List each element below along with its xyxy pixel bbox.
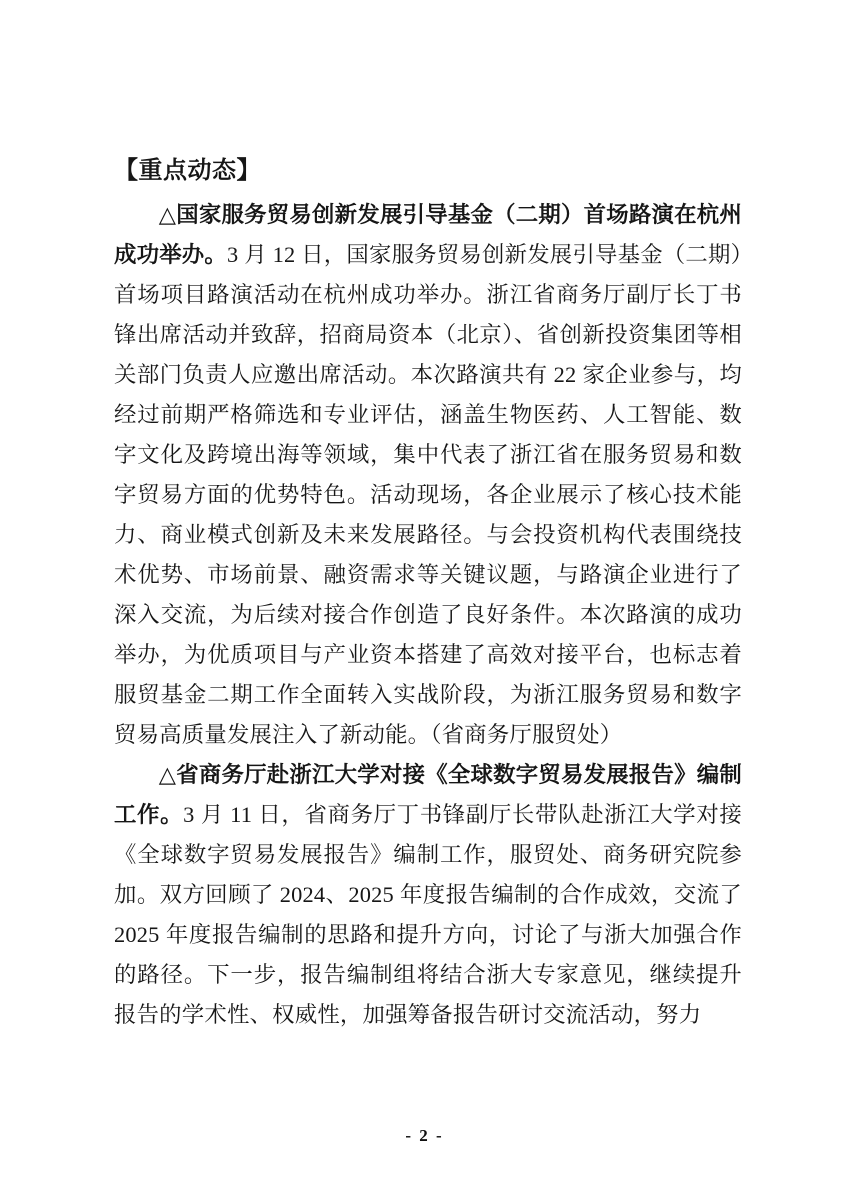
paragraph <box>114 195 742 755</box>
section-heading: 【重点动态】 <box>114 157 261 184</box>
text-block <box>114 151 742 1035</box>
page-number: - 2 - <box>405 1126 444 1145</box>
paragraph <box>114 755 742 1035</box>
paragraph-lead: △国家服务贸易创新发展引导基金（二期）首场路演在杭州成功举办。 <box>114 202 742 267</box>
paragraph-lead: △省商务厅赴浙江大学对接《全球数字贸易发展报告》编制工作。 <box>114 762 742 827</box>
paragraph-body: 3 月 12 日，国家服务贸易创新发展引导基金（二期）首场项目路演活动在杭州成功举办。浙江省商务厅副厅长丁书锋出席活动并致辞，招商局资本（北京）、省创新投资集团等相关部门负责人应邀出席活动。本次路演共有 22 家企业参与，均经过前期严格筛选和专业评估，涵盖生物医药、人工智能、数字文化及跨境出海等领域，集中代表了浙江省在服务贸易和数字贸易方面的优势特色。活动现场，各企业展示了核心技术能力、商业模式创新及未来发展路径。与会投资机构代表围绕技术优势、市场前景、融资需求等关键议题，与路演企业进行了深入交流，为后续对接合作创造了良好条件。本次路演的成功举办，为优质项目与产业资本搭建了高效对接平台，也标志着服贸基金二期工作全面转入实战阶段，为浙江服务贸易和数字贸易高质量发展注入了新动能。（省商务厅服贸处） <box>114 242 742 747</box>
paragraph-body: 3 月 11 日，省商务厅丁书锋副厅长带队赴浙江大学对接《全球数字贸易发展报告》编制工作，服贸处、商务研究院参加。双方回顾了 2024、2025 年度报告编制的合作成效，交流了 2025 年度报告编制的思路和提升方向，讨论了与浙大加强合作的路径。下一步，报告编制组将结合浙大专家意见，继续提升报告的学术性、权威性，加强筹备报告研讨交流活动，努力 <box>114 802 742 1027</box>
